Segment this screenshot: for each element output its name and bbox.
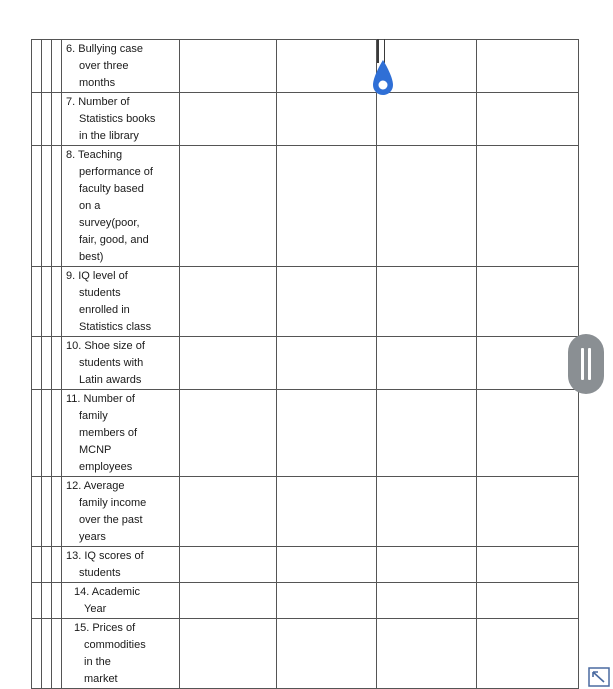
answer-cell[interactable] bbox=[180, 619, 277, 689]
resize-corner-icon[interactable] bbox=[588, 667, 610, 687]
answer-cell[interactable] bbox=[277, 390, 377, 477]
item-label-line: 7. Number of bbox=[66, 96, 130, 108]
margin-cell bbox=[42, 40, 52, 93]
answer-cell[interactable] bbox=[477, 40, 579, 93]
margin-cell bbox=[52, 477, 62, 547]
answer-cell[interactable] bbox=[477, 337, 579, 390]
item-label-cell bbox=[62, 146, 180, 267]
item-label-cell bbox=[62, 619, 180, 689]
item-label-cell bbox=[62, 337, 180, 390]
margin-cell bbox=[42, 547, 52, 583]
table-row bbox=[32, 619, 579, 689]
answer-cell[interactable] bbox=[377, 337, 477, 390]
answer-cell[interactable] bbox=[180, 583, 277, 619]
item-label-cell bbox=[62, 390, 180, 477]
item-label-line: performance of bbox=[79, 166, 153, 178]
table-row bbox=[32, 390, 579, 477]
margin-cell bbox=[52, 267, 62, 337]
answer-cell[interactable] bbox=[180, 40, 277, 93]
answer-cell[interactable] bbox=[277, 93, 377, 146]
item-label-line: students bbox=[79, 567, 121, 579]
item-label-line: members of bbox=[79, 427, 138, 439]
answer-cell[interactable] bbox=[180, 267, 277, 337]
item-label-cell bbox=[62, 93, 180, 146]
item-label-line: on a bbox=[79, 200, 101, 212]
item-label-cell bbox=[62, 583, 180, 619]
item-label-line: faculty based bbox=[79, 183, 144, 195]
item-label-line: 6. Bullying case bbox=[66, 43, 144, 55]
answer-cell[interactable] bbox=[377, 267, 477, 337]
table-row bbox=[32, 267, 579, 337]
item-label-cell bbox=[62, 547, 180, 583]
item-label-line: 8. Teaching bbox=[66, 149, 123, 161]
margin-cell bbox=[42, 619, 52, 689]
answer-cell[interactable] bbox=[377, 146, 477, 267]
table-row bbox=[32, 146, 579, 267]
margin-cell bbox=[52, 583, 62, 619]
answer-cell[interactable] bbox=[477, 390, 579, 477]
margin-cell bbox=[42, 146, 52, 267]
answer-cell[interactable] bbox=[277, 40, 377, 93]
answer-cell[interactable] bbox=[477, 619, 579, 689]
item-label-line: students with bbox=[79, 357, 144, 369]
item-label-line: students bbox=[79, 287, 121, 299]
answer-cell[interactable] bbox=[277, 547, 377, 583]
item-label-line: in the library bbox=[79, 130, 139, 142]
item-label-line: fair, good, and bbox=[79, 234, 149, 246]
answer-cell[interactable] bbox=[377, 619, 477, 689]
margin-cell bbox=[52, 146, 62, 267]
item-label-cell bbox=[62, 267, 180, 337]
item-label-line: over the past bbox=[79, 514, 143, 526]
item-label-line: best) bbox=[79, 251, 104, 263]
margin-cell bbox=[52, 619, 62, 689]
margin-cell bbox=[32, 146, 42, 267]
item-label-line: 13. IQ scores of bbox=[66, 550, 144, 562]
answer-cell[interactable] bbox=[180, 547, 277, 583]
table-row bbox=[32, 583, 579, 619]
answer-cell[interactable] bbox=[477, 547, 579, 583]
margin-cell bbox=[32, 93, 42, 146]
answer-cell[interactable] bbox=[277, 583, 377, 619]
answer-cell[interactable] bbox=[180, 477, 277, 547]
item-label-line: employees bbox=[79, 461, 133, 473]
margin-cell bbox=[52, 547, 62, 583]
answer-cell[interactable] bbox=[377, 390, 477, 477]
item-label-line: commodities bbox=[84, 639, 146, 651]
margin-cell bbox=[42, 390, 52, 477]
answer-cell[interactable] bbox=[477, 267, 579, 337]
data-classification-table bbox=[31, 39, 579, 689]
margin-cell bbox=[52, 40, 62, 93]
margin-cell bbox=[42, 93, 52, 146]
margin-cell bbox=[32, 583, 42, 619]
item-label-line: family bbox=[79, 410, 108, 422]
item-label-line: 9. IQ level of bbox=[66, 270, 128, 282]
answer-cell[interactable] bbox=[180, 337, 277, 390]
answer-cell[interactable] bbox=[377, 477, 477, 547]
item-label-line: 14. Academic bbox=[74, 586, 141, 598]
item-label-line: survey(poor, bbox=[79, 217, 140, 229]
margin-cell bbox=[32, 477, 42, 547]
answer-cell[interactable] bbox=[377, 583, 477, 619]
answer-cell[interactable] bbox=[180, 146, 277, 267]
item-label-line: 12. Average bbox=[66, 480, 125, 492]
item-label-line: Latin awards bbox=[79, 374, 142, 386]
margin-cell bbox=[32, 337, 42, 390]
answer-cell[interactable] bbox=[377, 547, 477, 583]
item-label-line: Statistics class bbox=[79, 321, 152, 333]
item-label-line: 10. Shoe size of bbox=[66, 340, 145, 352]
answer-cell[interactable] bbox=[477, 146, 579, 267]
item-label-line: months bbox=[79, 77, 116, 89]
item-label-cell bbox=[62, 477, 180, 547]
item-label-line: Statistics books bbox=[79, 113, 156, 125]
answer-cell[interactable] bbox=[277, 146, 377, 267]
margin-cell bbox=[32, 619, 42, 689]
answer-cell[interactable] bbox=[180, 390, 277, 477]
answer-cell[interactable] bbox=[477, 93, 579, 146]
margin-cell bbox=[52, 93, 62, 146]
item-label-line: 11. Number of bbox=[66, 393, 135, 405]
item-label-line: 15. Prices of bbox=[74, 622, 136, 634]
answer-cell[interactable] bbox=[277, 267, 377, 337]
table-row bbox=[32, 337, 579, 390]
margin-cell bbox=[32, 267, 42, 337]
table-row bbox=[32, 93, 579, 146]
answer-cell[interactable] bbox=[477, 477, 579, 547]
answer-cell[interactable] bbox=[277, 337, 377, 390]
item-label-line: over three bbox=[79, 60, 129, 72]
margin-cell bbox=[42, 583, 52, 619]
margin-cell bbox=[42, 337, 52, 390]
table-row bbox=[32, 40, 579, 93]
item-label-line: MCNP bbox=[79, 444, 112, 456]
answer-cell[interactable] bbox=[277, 477, 377, 547]
answer-cell[interactable] bbox=[477, 583, 579, 619]
margin-cell bbox=[32, 547, 42, 583]
margin-cell bbox=[52, 337, 62, 390]
item-label-cell bbox=[62, 40, 180, 93]
item-label-line: years bbox=[79, 531, 106, 543]
table-row bbox=[32, 547, 579, 583]
margin-cell bbox=[32, 390, 42, 477]
margin-cell bbox=[42, 477, 52, 547]
answer-cell[interactable] bbox=[180, 93, 277, 146]
margin-cell bbox=[42, 267, 52, 337]
table-row bbox=[32, 477, 579, 547]
margin-cell bbox=[52, 390, 62, 477]
scroll-handle-icon[interactable] bbox=[568, 334, 604, 394]
item-label-line: in the bbox=[84, 656, 111, 668]
margin-cell bbox=[32, 40, 42, 93]
item-label-line: market bbox=[84, 673, 118, 685]
answer-cell[interactable] bbox=[277, 619, 377, 689]
item-label-line: enrolled in bbox=[79, 304, 130, 316]
item-label-line: Year bbox=[84, 603, 107, 615]
item-label-line: family income bbox=[79, 497, 147, 509]
location-pin-icon[interactable] bbox=[371, 58, 395, 102]
